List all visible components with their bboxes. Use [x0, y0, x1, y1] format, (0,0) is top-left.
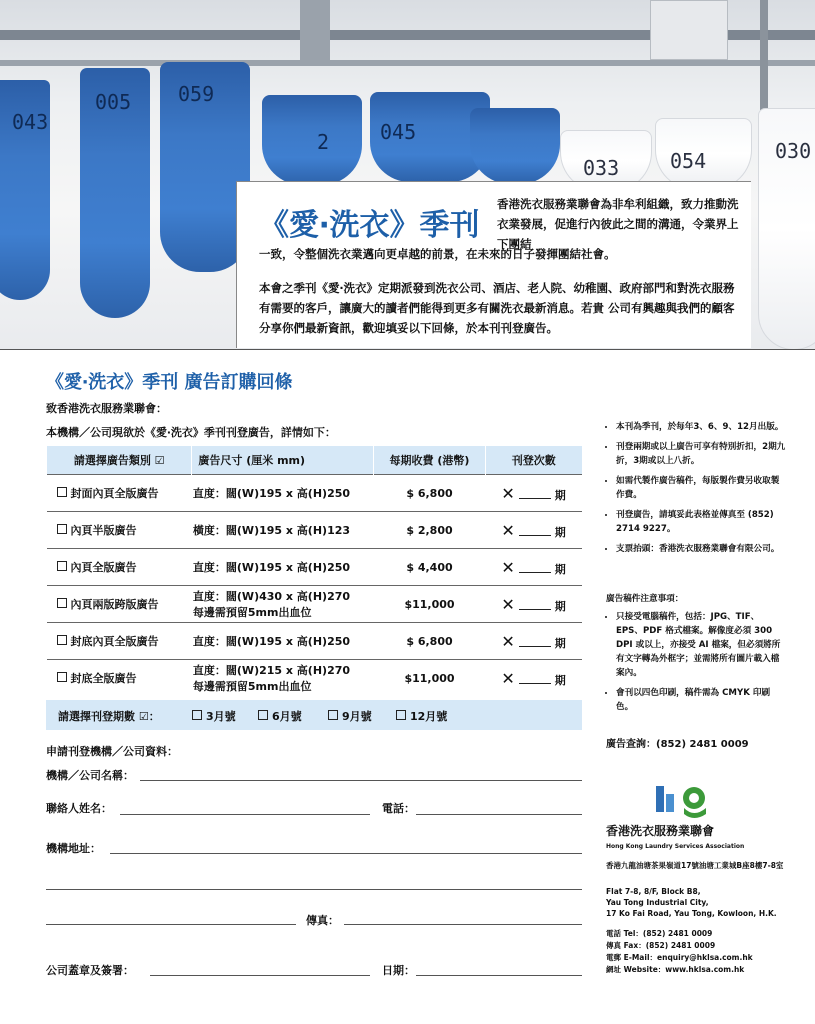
org-label: 機構／公司名稱：	[46, 769, 134, 782]
electrical-box	[650, 0, 728, 60]
price-cell: $ 4,400	[374, 549, 485, 586]
address-field[interactable]	[110, 853, 582, 854]
ad-type-label: 內頁半版廣告	[70, 524, 137, 537]
column-header: 廣告尺寸 (厘米 mm)	[192, 446, 374, 475]
issue-selection-bar	[46, 700, 582, 730]
note-item: • 支票抬頭：香港洗衣服務業聯會有限公司。	[616, 542, 786, 556]
ad-type-label: 內頁全版廣告	[70, 561, 137, 574]
ad-type-cell[interactable]	[47, 512, 192, 549]
address-field-line-3[interactable]	[46, 924, 296, 925]
checkbox[interactable]	[57, 598, 67, 608]
ad-type-cell[interactable]	[47, 475, 192, 512]
size-cell: 直度：闊(W)195 x 高(H)250	[192, 475, 374, 512]
bag-number: 054	[670, 149, 707, 173]
laundry-bag	[0, 80, 50, 300]
table-row	[47, 475, 583, 512]
address-field-line-2[interactable]	[46, 889, 582, 890]
times-cell[interactable]: ✕ 期	[485, 660, 582, 697]
table-row	[47, 549, 583, 586]
ad-type-cell[interactable]	[47, 549, 192, 586]
org-name-zh: 香港洗衣服務業聯會	[606, 824, 715, 838]
column-header: 每期收費 (港幣)	[374, 446, 485, 475]
checkbox[interactable]	[57, 635, 67, 645]
ad-type-label: 封底全版廣告	[70, 672, 137, 685]
size-text: 直度：闊(W)430 x 高(H)270	[192, 590, 351, 603]
intro-side-text: 香港洗衣服務業聯會為非牟利組織，致力推動洗衣業發展，促進行內彼此之間的溝通，令業界上下團結	[497, 197, 739, 251]
checkbox[interactable]	[57, 524, 67, 534]
bleed-note: 每邊需預留5mm出血位	[192, 680, 312, 693]
ceiling-beam	[300, 0, 330, 60]
applicant-heading: 申請刊登機構／公司資料：	[46, 745, 178, 758]
unit-label: 期	[554, 562, 566, 576]
size-cell: 直度：闊(W)195 x 高(H)250	[192, 623, 374, 660]
support-rail	[760, 0, 768, 110]
times-cell[interactable]: ✕ 期	[485, 586, 582, 623]
bag-number: 030	[775, 139, 812, 163]
org-fax: 傳真 Fax：(852) 2481 0009	[606, 941, 716, 950]
times-cell[interactable]: ✕ 期	[485, 475, 582, 512]
table-row	[47, 512, 583, 549]
fax-label: 傳真：	[306, 914, 339, 927]
bag-number: 005	[95, 90, 132, 114]
material-heading: 廣告稿件注意事項：	[606, 594, 684, 604]
table-row	[47, 660, 583, 697]
price-cell: $11,000	[374, 586, 485, 623]
size-cell	[192, 586, 374, 623]
hklsa-logo-icon	[654, 782, 712, 818]
org-address-zh: 香港九龍油塘茶果嶺道17號油塘工業城B座8樓7-8室	[606, 861, 784, 870]
column-header: 請選擇廣告類別 ☑	[47, 446, 192, 475]
laundry-bag	[655, 118, 752, 190]
times-cell[interactable]: ✕ 期	[485, 549, 582, 586]
contact-field[interactable]	[120, 814, 370, 815]
org-email[interactable]: 電郵 E-Mail：enquiry@hklsa.com.hk	[606, 953, 753, 962]
size-cell: 橫度：闊(W)195 x 高(H)123	[192, 512, 374, 549]
stamp-label: 公司蓋章及簽署：	[46, 964, 134, 977]
size-cell	[192, 660, 374, 697]
bag-number: 045	[380, 120, 417, 144]
price-cell: $ 6,800	[374, 623, 485, 660]
fax-field[interactable]	[344, 924, 582, 925]
unit-label: 期	[554, 673, 566, 687]
greeting: 致香港洗衣服務業聯會：	[46, 402, 167, 415]
laundry-bag	[470, 108, 560, 184]
form-title: 《愛‧洗衣》季刊 廣告訂購回條	[46, 372, 293, 393]
size-text: 直度：闊(W)215 x 高(H)270	[192, 664, 351, 677]
intro-line-text: 一致，令整個洗衣業邁向更卓越的前景，在未來的日子發揮團結社會。	[259, 247, 616, 261]
checkbox[interactable]	[57, 487, 67, 497]
magazine-title: 《愛‧洗衣》季刊	[259, 208, 480, 243]
checkbox[interactable]	[57, 561, 67, 571]
note-item: • 本刊為季刊，於每年3、6、9、12月出版。	[616, 420, 786, 434]
date-field[interactable]	[416, 975, 582, 976]
price-cell: $11,000	[374, 660, 485, 697]
contact-label: 聯絡人姓名：	[46, 802, 112, 815]
intro-panel	[236, 181, 751, 348]
laundry-bag	[80, 68, 150, 318]
org-website[interactable]: 網址 Website：www.hklsa.com.hk	[606, 965, 745, 974]
org-address-en: Flat 7-8, 8/F, Block B8, Yau Tong Industrial City, 17 Ko Fai Road, Yau Tong, Kowloon, H.K.	[606, 887, 777, 918]
intro-body-text: 本會之季刊《愛‧洗衣》定期派發到洗衣公司、酒店、老人院、幼稚園、政府部門和對洗衣服務有需要的客戶，讓廣大的讀者們能得到更多有關洗衣最新消息。若貴 公司有興趣與我們的顧客分享你們最新資訊，歡迎填妥以下回條，於本刊刊登廣告。	[259, 281, 735, 335]
org-tel: 電話 Tel：(852) 2481 0009	[606, 929, 713, 938]
ad-type-label: 封面內頁全版廣告	[70, 487, 159, 500]
enquiry-line: 廣告查詢：(852) 2481 0009	[606, 739, 749, 750]
issue-label: 請選擇刊登期數 ☑：	[58, 710, 160, 723]
ad-type-cell[interactable]	[47, 660, 192, 697]
bag-number: 033	[583, 156, 620, 180]
date-label: 日期：	[382, 964, 415, 977]
ceiling-beam	[0, 60, 815, 66]
price-cell: $ 6,800	[374, 475, 485, 512]
address-label: 機構地址：	[46, 842, 101, 855]
ad-type-cell[interactable]	[47, 586, 192, 623]
bag-number: 2	[317, 130, 330, 154]
issue-option-jun[interactable]: 6月號	[258, 708, 302, 724]
phone-label: 電話：	[382, 802, 415, 815]
note-item: • 會刊以四色印刷，稿件需為 CMYK 印刷色。	[616, 686, 786, 714]
bleed-note: 每邊需預留5mm出血位	[192, 606, 312, 619]
checkbox[interactable]	[57, 672, 67, 682]
ad-type-cell[interactable]	[47, 623, 192, 660]
times-cell[interactable]: ✕ 期	[485, 512, 582, 549]
table-row	[47, 586, 583, 623]
times-cell[interactable]: ✕ 期	[485, 623, 582, 660]
price-cell: $ 2,800	[374, 512, 485, 549]
general-notes	[606, 420, 786, 562]
note-item: • 刊登兩期或以上廣告可享有特別折扣，2期九折，3期或以上八折。	[616, 440, 786, 468]
intent-text: 本機構／公司現欲於《愛‧洗衣》季刊刊登廣告，詳情如下：	[46, 426, 336, 439]
unit-label: 期	[554, 599, 566, 613]
ad-options-table	[46, 446, 582, 696]
ad-type-label: 封底內頁全版廣告	[70, 635, 159, 648]
note-item: • 刊登廣告，請填妥此表格並傳真至 (852) 2714 9227。	[616, 508, 786, 536]
bag-number: 043	[12, 110, 49, 134]
note-item: • 如需代製作廣告稿件，每版製作費另收取製作費。	[616, 474, 786, 502]
note-item: • 只接受電腦稿件，包括：JPG、TIF、EPS、PDF 格式檔案。解像度必須 300 DPI 或以上，亦接受 AI 檔案，但必須將所有文字轉為外框字；並需將所有圖片載入檔案內。	[616, 610, 786, 680]
unit-label: 期	[554, 636, 566, 650]
ad-type-label: 內頁兩版跨版廣告	[70, 598, 159, 611]
issue-option-sep[interactable]: 9月號	[328, 708, 372, 724]
column-header: 刊登次數	[485, 446, 582, 475]
issue-option-dec[interactable]: 12月號	[396, 708, 447, 724]
size-cell: 直度：闊(W)195 x 高(H)250	[192, 549, 374, 586]
table-header	[47, 446, 583, 475]
bag-number: 059	[178, 82, 215, 106]
laundry-bag	[262, 95, 362, 185]
org-field[interactable]	[140, 780, 582, 781]
stamp-field[interactable]	[150, 975, 370, 976]
section-divider	[0, 349, 815, 350]
unit-label: 期	[554, 525, 566, 539]
laundry-bag	[758, 108, 815, 350]
material-notes	[606, 610, 786, 720]
issue-option-mar[interactable]: 3月號	[192, 708, 236, 724]
org-name-en: Hong Kong Laundry Services Association	[606, 843, 745, 850]
unit-label: 期	[554, 488, 566, 502]
phone-field[interactable]	[416, 814, 582, 815]
table-row	[47, 623, 583, 660]
org-contacts	[606, 928, 796, 976]
